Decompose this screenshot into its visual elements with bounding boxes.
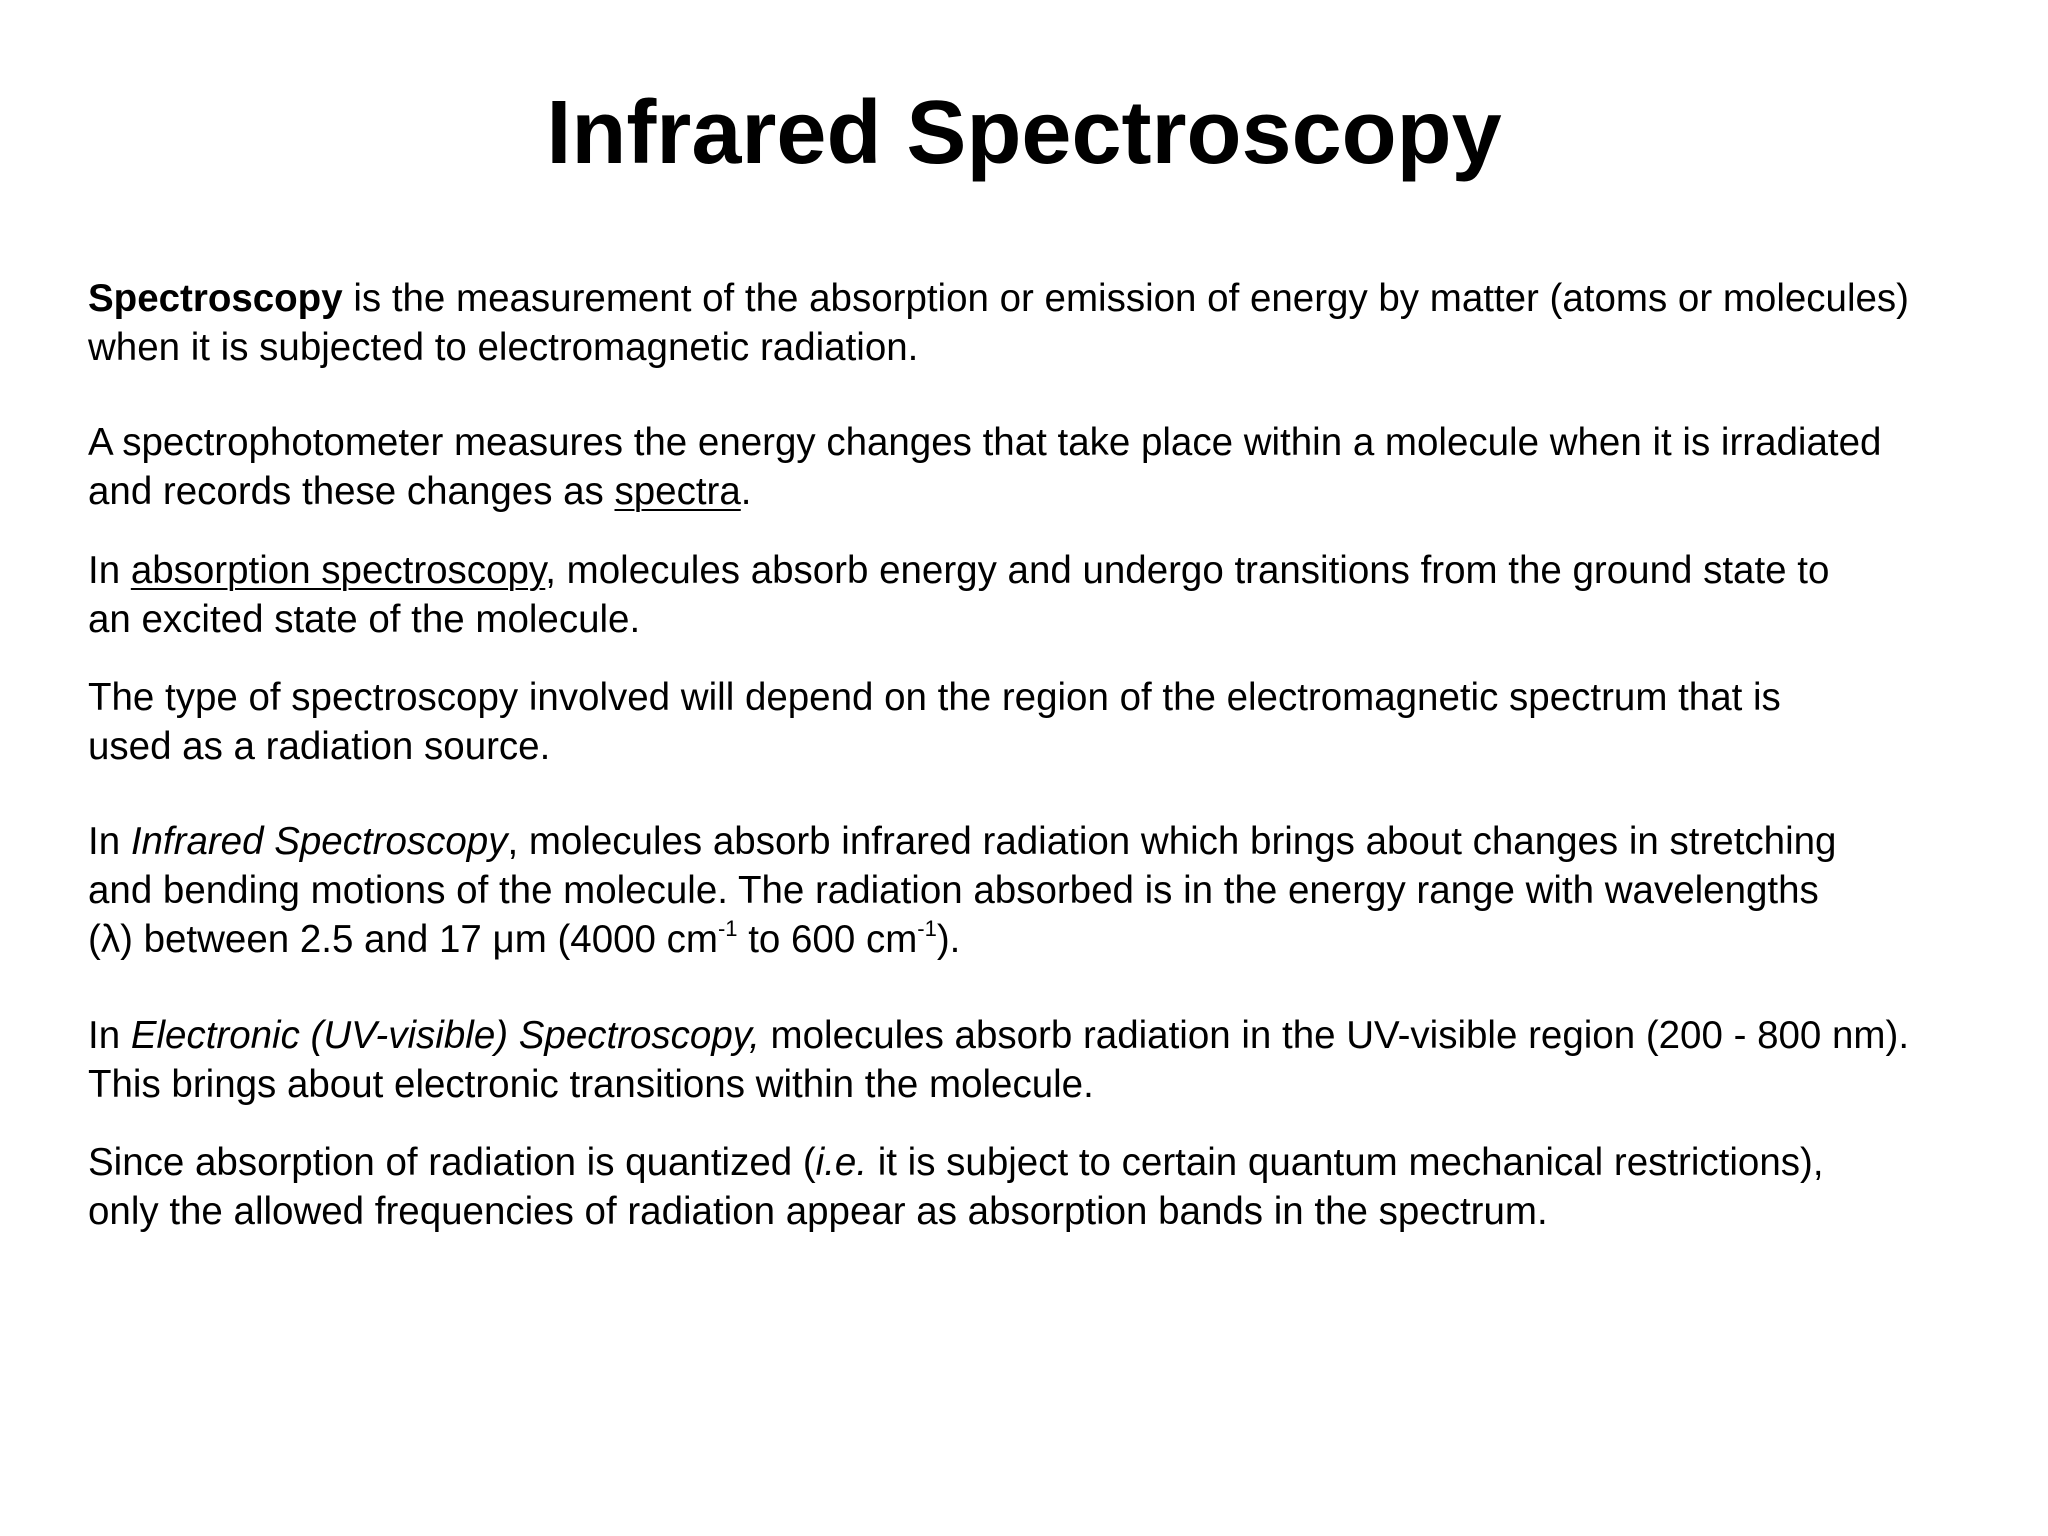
- text-span: and records these changes as: [88, 470, 615, 513]
- paragraph-line: This brings about electronic transitions within the molecule.: [88, 1063, 1094, 1106]
- paragraph-line: and bending motions of the molecule. The radiation absorbed is in the energy range with wavelengths: [88, 869, 1819, 912]
- text-span: molecules absorb radiation in the UV-visible region (200 - 800 nm).: [759, 1014, 1910, 1057]
- paragraph-line: The type of spectroscopy involved will depend on the region of the electromagnetic spectrum that is: [88, 676, 1781, 719]
- text-span: , molecules absorb infrared radiation which brings about changes in stretching: [507, 820, 1837, 863]
- text-span: ).: [936, 918, 961, 961]
- paragraph-line: used as a radiation source.: [88, 725, 551, 768]
- paragraph-line: [88, 546, 2038, 595]
- paragraph-line: A spectrophotometer measures the energy changes that take place within a molecule when it is irradiated: [88, 421, 1882, 464]
- bold-term: Spectroscopy: [88, 277, 343, 320]
- paragraph-spectroscopy-type: [88, 673, 2038, 771]
- paragraph-line: [88, 817, 2038, 866]
- text-span: In: [88, 549, 131, 592]
- superscript: -1: [717, 916, 738, 941]
- page-title: Infrared Spectroscopy: [546, 83, 1502, 183]
- text-span: In: [88, 1014, 131, 1057]
- text-span: Since absorption of radiation is quantized (: [88, 1141, 816, 1184]
- italic-term: i.e.: [815, 1141, 868, 1184]
- paragraph-electronic-spectroscopy: [88, 1011, 2038, 1109]
- paragraph-line: [88, 1011, 2038, 1060]
- underlined-term-absorption-spectroscopy: absorption spectroscopy: [130, 549, 546, 592]
- paragraph-line: an excited state of the molecule.: [88, 598, 641, 641]
- paragraph-line: [88, 915, 2038, 964]
- paragraph-line: when it is subjected to electromagnetic radiation.: [88, 326, 919, 369]
- text-span: .: [740, 470, 752, 513]
- italic-term: Electronic (UV-visible) Spectroscopy,: [130, 1014, 760, 1057]
- underlined-term-spectra: spectra: [614, 470, 741, 513]
- text-span: , molecules absorb energy and undergo transitions from the ground state to: [545, 549, 1830, 592]
- paragraph-line: [88, 1138, 2038, 1187]
- paragraph-infrared-spectroscopy: [88, 817, 2038, 964]
- text-span: it is subject to certain quantum mechanical restrictions),: [867, 1141, 1824, 1184]
- text-span: (λ) between 2.5 and 17 μm (4000 cm: [88, 918, 718, 961]
- paragraph-quantized-absorption: [88, 1138, 2038, 1236]
- paragraph-absorption-spectroscopy: [88, 546, 2038, 644]
- paragraph-line: only the allowed frequencies of radiation appear as absorption bands in the spectrum.: [88, 1190, 1548, 1233]
- paragraph-spectrophotometer: [88, 418, 2038, 516]
- text-span: to 600 cm: [737, 918, 918, 961]
- paragraph-spectroscopy-definition: [88, 274, 2038, 372]
- text-span: is the measurement of the absorption or emission of energy by matter (atoms or molecules): [342, 277, 1909, 320]
- superscript: -1: [917, 916, 937, 941]
- text-span: In: [88, 820, 131, 863]
- paragraph-line: [88, 274, 2038, 323]
- paragraph-line: [88, 467, 2038, 516]
- italic-term: Infrared Spectroscopy: [130, 820, 508, 863]
